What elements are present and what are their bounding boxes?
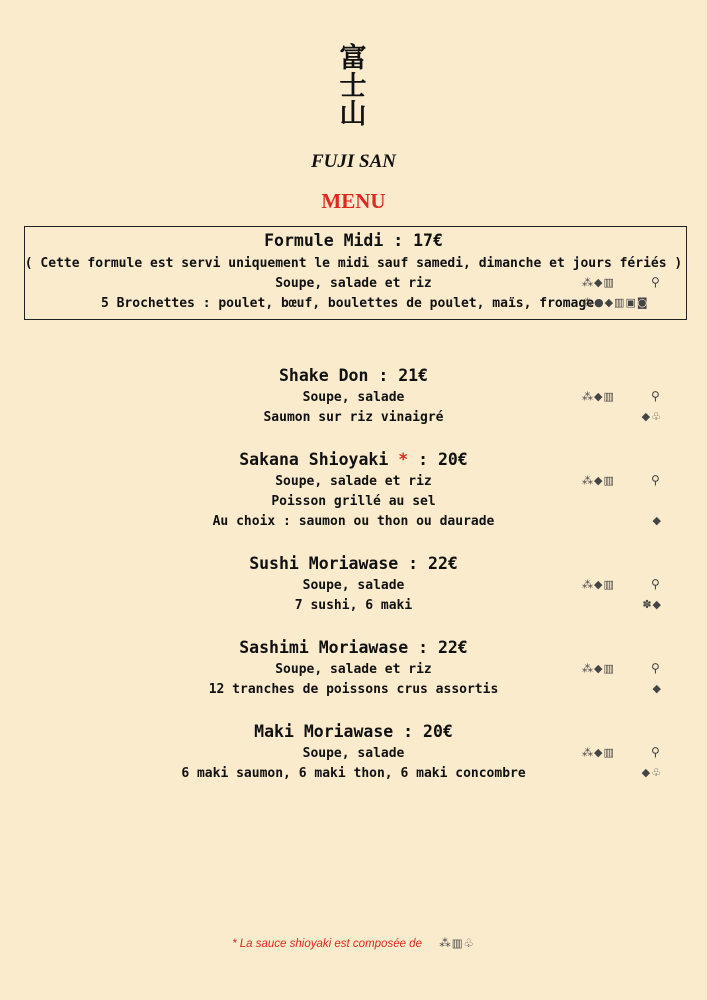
dish-name: Sakana Shioyaki — [239, 450, 389, 469]
footnote — [0, 936, 707, 950]
formula-note: ( Cette formule est servi uniquement le midi sauf samedi, dimanche et jours fériés ) — [24, 256, 683, 271]
dish-price: : 22€ — [398, 554, 458, 573]
allergen-icons: ◆ — [652, 682, 662, 695]
fuji-san-logo — [328, 45, 378, 129]
wine-glass-icon: ⚲ — [651, 661, 660, 675]
dish-title — [0, 450, 707, 469]
restaurant-name: FUJI SAN — [311, 151, 396, 172]
allergen-icons: ◆♧ — [641, 410, 662, 423]
dish-name: Shake Don — [278, 366, 369, 385]
dish-description-line: Soupe, salade — [302, 746, 405, 761]
logo-char-1: 富 — [339, 43, 367, 74]
dish-description-line: 12 tranches de poissons crus assortis — [208, 682, 499, 697]
allergen-icons: ⁂◆▥ — [582, 746, 615, 759]
dish-price: : 20€ — [408, 450, 468, 469]
dish-name: Sushi Moriawase — [249, 554, 399, 573]
dish-asterisk: * — [388, 450, 409, 469]
dish-price: : 21€ — [368, 366, 428, 385]
allergen-icons: ⁂◆▥ — [582, 578, 615, 591]
allergen-icons: ⁂◆▥ — [582, 276, 615, 289]
dish-description-line: Soupe, salade — [302, 578, 405, 593]
allergen-icons: ⁂◆▥ — [582, 390, 615, 403]
wine-glass-icon: ⚲ — [651, 577, 660, 591]
footnote-text: * La sauce shioyaki est composée de — [232, 938, 422, 950]
formula-line-1: Soupe, salade et riz — [275, 276, 432, 291]
dish-description-line: 6 maki saumon, 6 maki thon, 6 maki concombre — [181, 766, 526, 781]
dish-title — [0, 722, 707, 741]
dish-description-line: Poisson grillé au sel — [271, 494, 436, 509]
wine-glass-icon: ⚲ — [651, 389, 660, 403]
wine-glass-icon: ⚲ — [651, 745, 660, 759]
logo-char-2: 士 — [339, 71, 367, 102]
dish-name: Maki Moriawase — [254, 722, 394, 741]
logo-char-3: 山 — [339, 99, 367, 130]
wine-glass-icon: ⚲ — [651, 275, 660, 289]
allergen-icons: ⁂●◆▥▣◙ — [582, 296, 649, 309]
dish-price: : 20€ — [393, 722, 453, 741]
dish-description-line: Soupe, salade et riz — [275, 474, 432, 489]
dish-description-line: 7 sushi, 6 maki — [294, 598, 413, 613]
dish-description-line: Saumon sur riz vinaigré — [263, 410, 444, 425]
formula-title: Formule Midi : 17€ — [264, 231, 443, 250]
allergen-icons: ⁂◆▥ — [582, 662, 615, 675]
menu-title: MENU — [321, 189, 386, 213]
dish-description-line: Au choix : saumon ou thon ou daurade — [212, 514, 495, 529]
allergen-icons: ◆♧ — [641, 766, 662, 779]
footnote-allergen-icons: ⁂▥♧ — [439, 938, 475, 950]
formula-line-2: 5 Brochettes : poulet, bœuf, boulettes de poulet, maïs, fromage — [100, 296, 595, 311]
dish-title — [0, 638, 707, 657]
dish-title — [0, 366, 707, 385]
wine-glass-icon: ⚲ — [651, 473, 660, 487]
dish-title — [0, 554, 707, 573]
dish-price: : 22€ — [408, 638, 468, 657]
allergen-icons: ⁂◆▥ — [582, 474, 615, 487]
dish-description-line: Soupe, salade et riz — [275, 662, 432, 677]
dish-description-line: Soupe, salade — [302, 390, 405, 405]
allergen-icons: ◆ — [652, 514, 662, 527]
allergen-icons: ✽◆ — [642, 598, 662, 611]
dish-name: Sashimi Moriawase — [239, 638, 409, 657]
